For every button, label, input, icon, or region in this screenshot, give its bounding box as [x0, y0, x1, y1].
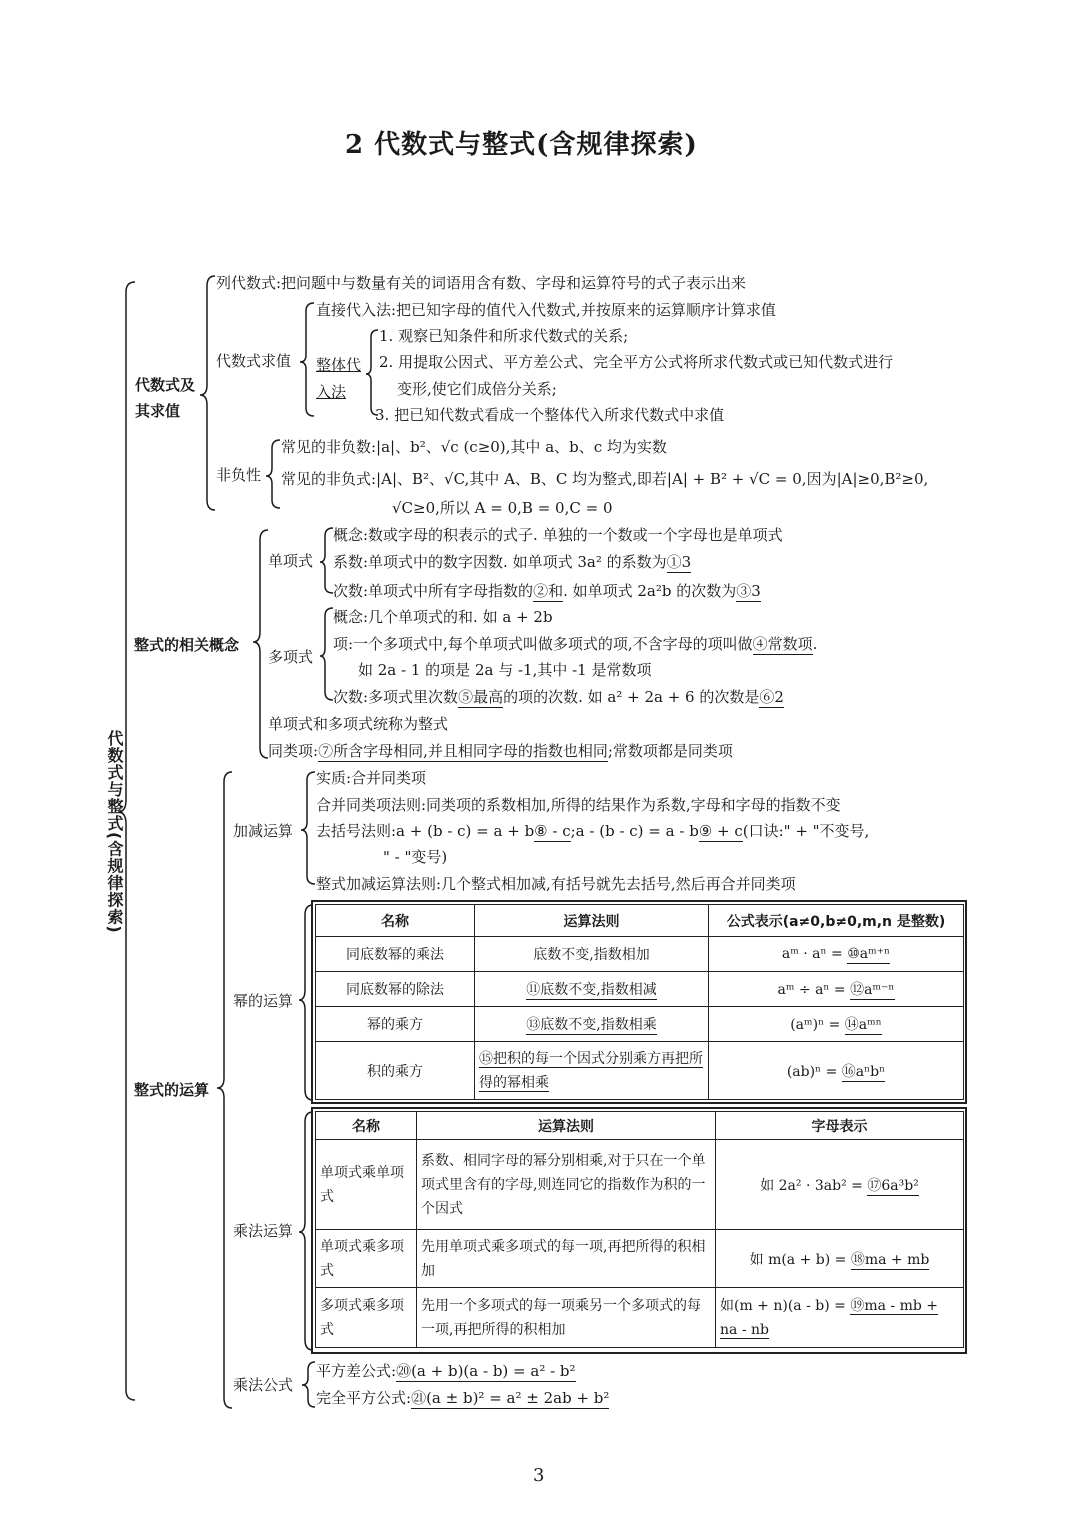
dan-concept: 概念:数或字母的积表示的式子. 单独的一个数或一个字母也是单项式 — [333, 526, 783, 544]
table-row — [316, 1007, 964, 1042]
lie-daishushi: 列代数式:把问题中与数量有关的词语用含有数、字母和运算符号的式子表示出来 — [216, 274, 747, 292]
mi-table — [315, 904, 964, 1100]
mi-row-formula: aᵐ · aⁿ = ⑩aᵐ⁺ⁿ — [709, 937, 964, 972]
ch-head-name: 名称 — [316, 1112, 417, 1140]
sec3-label: 整式的运算 — [134, 1081, 210, 1099]
mi-row-formula: (aᵐ)ⁿ = ⑭aᵐⁿ — [709, 1007, 964, 1042]
mi-head-name: 名称 — [316, 905, 475, 937]
dan-degree: 次数:单项式中所有字母指数的②和. 如单项式 2a²b 的次数为③3 — [333, 582, 761, 600]
ch-head-rule: 运算法则 — [417, 1112, 716, 1140]
mi-head-formula: 公式表示(a≠0,b≠0,m,n 是整数) — [709, 905, 964, 937]
mi-row-rule: ⑮把积的每一个因式分别乘方再把所得的幂相乘 — [475, 1042, 709, 1100]
duo-example: 如 2a - 1 的项是 2a 与 -1,其中 -1 是常数项 — [358, 661, 652, 679]
duo-concept: 概念:几个单项式的和. 如 a + 2b — [333, 608, 553, 626]
table-row — [316, 972, 964, 1007]
jiajian-2: 合并同类项法则:同类项的系数相加,所得的结果作为系数,字母和字母的指数不变 — [316, 796, 841, 814]
sec2-label: 整式的相关概念 — [134, 636, 240, 654]
ch-row-name: 单项式乘单项式 — [316, 1140, 417, 1230]
ch-head-formula: 字母表示 — [716, 1112, 964, 1140]
table-row — [316, 1140, 964, 1230]
jiajian-4: " - "变号) — [383, 848, 448, 866]
gongshi-1: 平方差公式:⑳(a + b)(a - b) = a² - b² — [316, 1362, 576, 1380]
zhijie-line: 直接代入法:把已知字母的值代入代数式,并按原来的运算顺序计算求值 — [316, 301, 776, 319]
feifu-line1: 常见的非负数:|a|、b²、√c (c≥0),其中 a、b、c 均为实数 — [281, 438, 667, 456]
zhengti-step2b: 变形,使它们成倍分关系; — [397, 380, 557, 398]
page-number: 3 — [533, 1465, 545, 1486]
mi-row-name: 同底数幂的除法 — [316, 972, 475, 1007]
ch-row-name: 单项式乘多项式 — [316, 1230, 417, 1288]
mi-row-name: 幂的乘方 — [316, 1007, 475, 1042]
sec1-label: 代数式及其求值 — [135, 376, 196, 420]
mi-row-rule: ⑪底数不变,指数相减 — [475, 972, 709, 1007]
feifu-label: 非负性 — [216, 466, 262, 484]
cheng-table — [315, 1111, 964, 1348]
gongshi-2: 完全平方公式:㉑(a ± b)² = a² ± 2ab + b² — [316, 1389, 610, 1407]
tonglei-def: 同类项:⑦所含字母相同,并且相同字母的指数也相同;常数项都是同类项 — [268, 742, 733, 760]
ch-row-formula: 如(m + n)(a - b) = ⑲ma - mb + na - nb — [716, 1288, 964, 1348]
duo-degree: 次数:多项式里次数⑤最高的项的次数. 如 a² + 2a + 6 的次数是⑥2 — [333, 688, 784, 706]
feifu-line2: 常见的非负式:|A|、B²、√C,其中 A、B、C 均为整式,即若|A| + B² + √C = 0,因为|A|≥0,B²≥0, — [281, 470, 929, 488]
zhengti-step2a: 2. 用提取公因式、平方差公式、完全平方公式将所求代数式或已知代数式进行 — [379, 353, 894, 371]
feifu-line3: √C≥0,所以 A = 0,B = 0,C = 0 — [392, 499, 613, 517]
gongshi-label: 乘法公式 — [233, 1376, 294, 1394]
duo-label: 多项式 — [268, 648, 314, 666]
table-row — [316, 1042, 964, 1100]
jiajian-1: 实质:合并同类项 — [316, 769, 427, 787]
zhengti-label: 整体代入法 — [316, 356, 362, 401]
ch-row-rule: 先用一个多项式的每一项乘另一个多项式的每一项,再把所得的积相加 — [417, 1288, 716, 1348]
zhengti-step3: 3. 把已知代数式看成一个整体代入所求代数式中求值 — [375, 406, 725, 424]
cheng-label: 乘法运算 — [233, 1222, 294, 1240]
dan-label: 单项式 — [268, 552, 314, 570]
duo-term: 项:一个多项式中,每个单项式叫做多项式的项,不含字母的项叫做④常数项. — [333, 635, 818, 653]
qiuzhi-label: 代数式求值 — [216, 352, 292, 370]
ch-row-formula: 如 m(a + b) = ⑱ma + mb — [716, 1230, 964, 1288]
zhengshi-def: 单项式和多项式统称为整式 — [268, 715, 449, 733]
zhengti-step1: 1. 观察已知条件和所求代数式的关系; — [379, 327, 629, 345]
mi-row-formula: (ab)ⁿ = ⑯aⁿbⁿ — [709, 1042, 964, 1100]
ch-row-name: 多项式乘多项式 — [316, 1288, 417, 1348]
mi-row-name: 同底数幂的乘法 — [316, 937, 475, 972]
mi-row-formula: aᵐ ÷ aⁿ = ⑫aᵐ⁻ⁿ — [709, 972, 964, 1007]
mi-row-rule: 底数不变,指数相加 — [475, 937, 709, 972]
ch-row-rule: 系数、相同字母的幂分别相乘,对于只在一个单项式里含有的字母,则连同它的指数作为积的一个因式 — [417, 1140, 716, 1230]
page-title: 2 代数式与整式(含规律探索) — [345, 130, 698, 160]
jiajian-label: 加减运算 — [233, 822, 294, 840]
mi-row-name: 积的乘方 — [316, 1042, 475, 1100]
ch-row-rule: 先用单项式乘多项式的每一项,再把所得的积相加 — [417, 1230, 716, 1288]
table-row — [316, 1230, 964, 1288]
jiajian-5: 整式加减运算法则:几个整式相加减,有括号就先去括号,然后再合并同类项 — [316, 875, 796, 893]
mi-row-rule: ⑬底数不变,指数相乘 — [475, 1007, 709, 1042]
root-label: 代数式与整式(含规律探索) — [105, 730, 124, 934]
jiajian-3: 去括号法则:a + (b - c) = a + b⑧ - c;a - (b - c) = a - b⑨ + c(口诀:" + "不变号, — [316, 822, 870, 840]
dan-coef: 系数:单项式中的数字因数. 如单项式 3a² 的系数为①3 — [333, 553, 692, 571]
mi-label: 幂的运算 — [233, 992, 294, 1010]
mi-head-rule: 运算法则 — [475, 905, 709, 937]
table-row — [316, 937, 964, 972]
table-row — [316, 1288, 964, 1348]
ch-row-formula: 如 2a² · 3ab² = ⑰6a³b² — [716, 1140, 964, 1230]
